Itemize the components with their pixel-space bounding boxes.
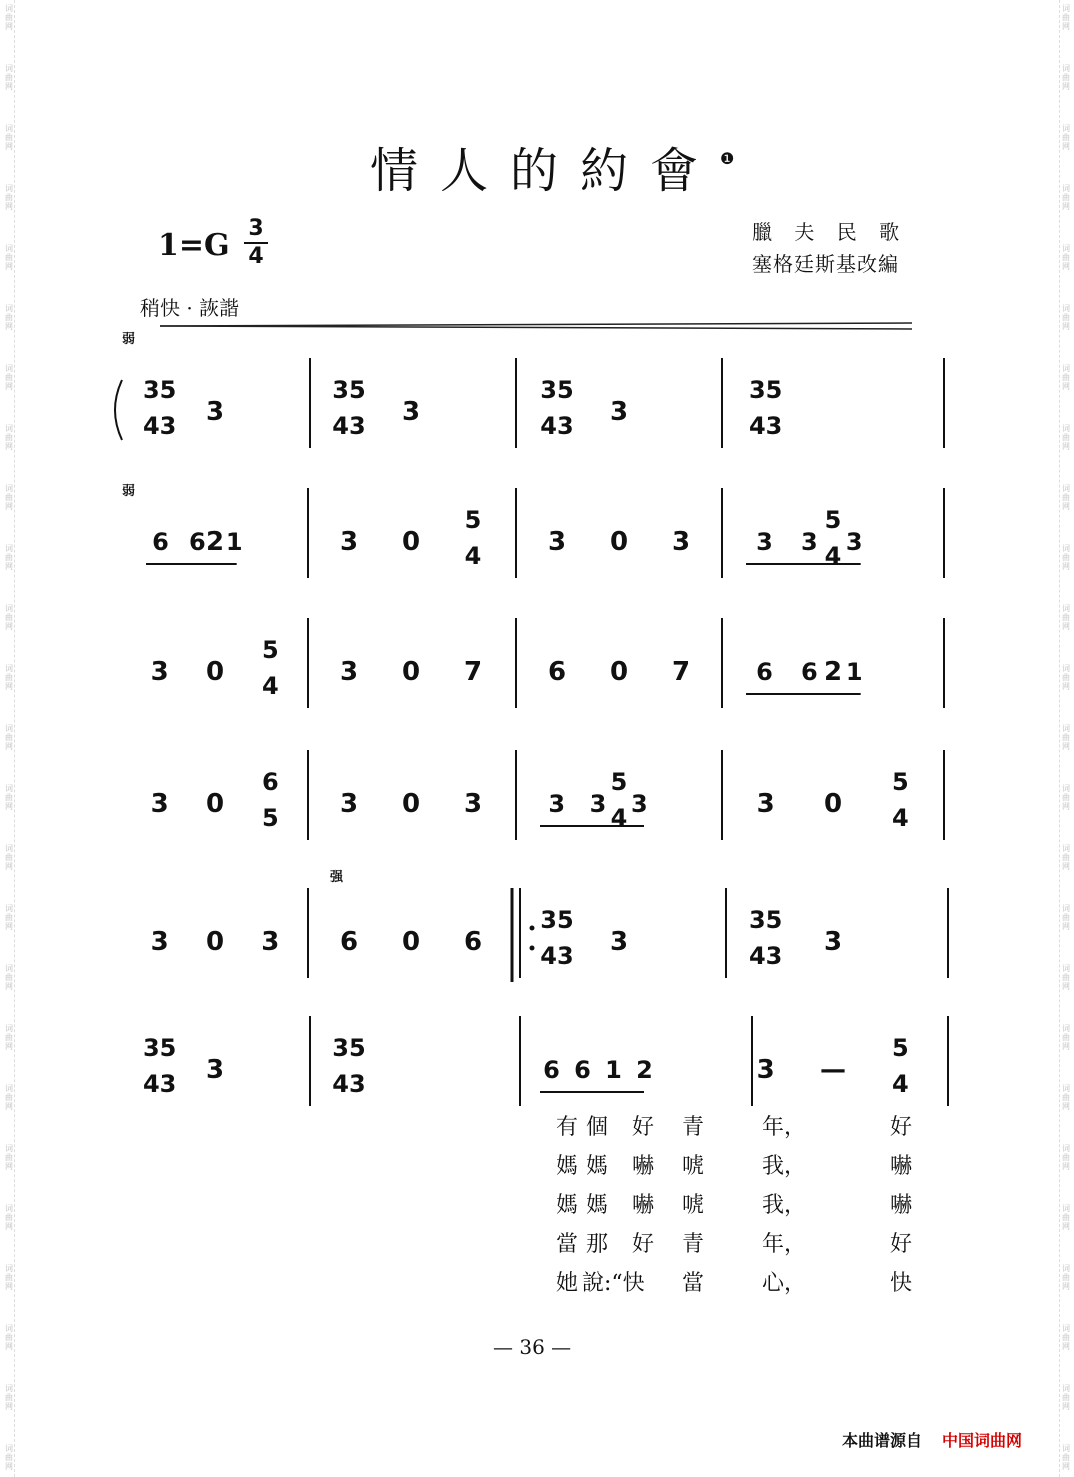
note: 3	[756, 1055, 775, 1085]
lyric-syllable: 有	[555, 1115, 578, 1140]
watermark-mark: 词 曲 网	[1062, 1084, 1070, 1111]
watermark-mark: 词 曲 网	[1062, 424, 1070, 451]
watermark-mark: 词 曲 网	[5, 964, 13, 991]
lyric-syllable: 青	[681, 1232, 704, 1257]
source-label: 本曲谱源自	[842, 1431, 923, 1450]
note: 0	[205, 789, 225, 819]
note: 6	[152, 528, 169, 556]
lyric-syllable: 當	[555, 1232, 578, 1257]
lyric-syllable: 我，	[762, 1154, 807, 1179]
lyric-syllable: 我，	[762, 1193, 807, 1218]
source-site: 中国词曲网	[942, 1431, 1023, 1450]
note: 6	[188, 528, 206, 556]
note-upper: 35	[332, 1034, 366, 1062]
lyric-syllable: 心，	[762, 1271, 807, 1296]
note: 3	[845, 528, 863, 556]
note: 1	[845, 658, 863, 686]
note: 0	[401, 657, 421, 687]
note-upper: 5	[891, 768, 909, 796]
lyric-syllable: 嚇	[889, 1193, 912, 1218]
watermark-mark: 词 曲 网	[1062, 1204, 1070, 1231]
watermark-mark: 词 曲 网	[1062, 244, 1070, 271]
watermark-mark: 词 曲 网	[5, 1024, 13, 1051]
note: 1	[605, 1056, 622, 1084]
note: 3	[205, 1055, 225, 1085]
note: 3	[463, 789, 483, 819]
note-upper: 6	[261, 768, 279, 796]
lyric-syllable: 當	[681, 1271, 704, 1296]
note-lower: 43	[748, 412, 783, 440]
dash: —	[820, 1055, 846, 1085]
watermark-mark: 词 曲 网	[5, 1144, 13, 1171]
note: 3	[401, 397, 421, 427]
watermark-mark: 词 曲 网	[5, 304, 13, 331]
note: 6	[339, 927, 359, 957]
watermark-mark: 词 曲 网	[5, 604, 13, 631]
watermark-mark: 词 曲 网	[1062, 604, 1070, 631]
note: 3	[823, 927, 843, 957]
note: 0	[823, 789, 843, 819]
watermark-mark: 词 曲 网	[5, 64, 13, 91]
note: 7	[671, 657, 691, 687]
dynamic-marking-1: 弱	[122, 332, 136, 347]
watermark-mark: 词 曲 网	[5, 1324, 13, 1351]
credit-origin: 臘 夫 民 歌	[752, 220, 908, 244]
note: 0	[609, 657, 629, 687]
note-upper: 35	[748, 906, 783, 934]
watermark-mark: 词 曲 网	[1062, 544, 1070, 571]
watermark-mark: 词 曲 网	[1062, 64, 1070, 91]
lyric-syllable: 那	[585, 1232, 608, 1257]
title-footnote-mark: ❶	[720, 149, 735, 168]
lyric-syllable: 嚇	[631, 1154, 654, 1179]
note: 3	[800, 528, 818, 556]
watermark-mark: 词 曲 网	[5, 724, 13, 751]
note-lower: 4	[261, 672, 279, 700]
watermark-mark: 词 曲 网	[1062, 1024, 1070, 1051]
note: 6	[574, 1056, 591, 1084]
note: 3	[756, 528, 773, 556]
dynamic-marking-3: 强	[330, 870, 344, 885]
lyric-syllable: 嚇	[631, 1193, 654, 1218]
lyric-syllable: 媽	[585, 1154, 608, 1179]
note: 6	[463, 927, 483, 957]
repeat-dot	[530, 946, 535, 951]
note-lower: 43	[332, 412, 366, 440]
watermark-mark: 词 曲 网	[1062, 1324, 1070, 1351]
lyric-syllable: 嚇	[889, 1154, 912, 1179]
note-lower: 5	[261, 804, 279, 832]
note: 3	[609, 927, 629, 957]
repeat-dot	[530, 926, 535, 931]
watermark-mark: 词 曲 网	[5, 4, 13, 31]
note: 6	[800, 658, 818, 686]
lyric-syllable: 她	[555, 1271, 578, 1296]
watermark-mark: 词 曲 网	[5, 364, 13, 391]
watermark-mark: 词 曲 网	[1062, 1444, 1070, 1471]
note: 3	[756, 789, 775, 819]
note: 6	[543, 1056, 560, 1084]
note-lower: 43	[142, 412, 177, 440]
note: 2	[636, 1056, 653, 1084]
key-signature: 1=G	[158, 228, 230, 263]
note: 0	[401, 527, 421, 557]
lyric-syllable: 快	[889, 1271, 912, 1296]
page-number: — 36 —	[493, 1335, 572, 1359]
note-upper: 35	[332, 376, 366, 404]
watermark-mark: 词 曲 网	[1062, 304, 1070, 331]
note: 3	[630, 790, 648, 818]
note-upper: 5	[464, 506, 482, 534]
note: 3	[261, 927, 280, 957]
note: 3	[205, 397, 225, 427]
note: 3	[339, 657, 359, 687]
watermark-mark: 词 曲 网	[5, 1084, 13, 1111]
watermark-mark: 词 曲 网	[1062, 844, 1070, 871]
note: 3	[339, 789, 359, 819]
note: 3	[609, 397, 629, 427]
note: 2	[205, 527, 225, 557]
source-credit	[842, 1428, 1022, 1451]
lyric-syllable: 唬	[681, 1193, 704, 1218]
watermark-mark: 词 曲 网	[5, 544, 13, 571]
note: 3	[150, 789, 169, 819]
note: 3	[150, 657, 169, 687]
watermark-mark: 词 曲 网	[5, 484, 13, 511]
watermark-mark: 词 曲 网	[5, 1384, 13, 1411]
lyric-syllable: 媽	[585, 1193, 608, 1218]
note-upper: 35	[142, 376, 177, 404]
note: 3	[547, 527, 567, 557]
watermark-mark: 词 曲 网	[5, 784, 13, 811]
note: 3	[150, 927, 169, 957]
watermark-mark: 词 曲 网	[5, 1204, 13, 1231]
note-upper: 35	[748, 376, 783, 404]
note-lower: 4	[464, 542, 482, 570]
lyric-syllable: 個	[585, 1115, 608, 1140]
watermark-mark: 词 曲 网	[5, 244, 13, 271]
watermark-mark: 词 曲 网	[5, 124, 13, 151]
watermark-mark: 词 曲 网	[1062, 904, 1070, 931]
note: 1	[225, 528, 243, 556]
time-signature: 3 4	[244, 216, 268, 270]
lyric-syllable: 好	[889, 1115, 912, 1140]
note-lower: 43	[540, 412, 574, 440]
note-upper: 5	[261, 636, 279, 664]
note: 0	[401, 927, 421, 957]
note: 3	[548, 790, 566, 818]
watermark-mark: 词 曲 网	[1062, 964, 1070, 991]
watermark-mark: 词 曲 网	[1062, 484, 1070, 511]
watermark-mark: 词 曲 网	[5, 424, 13, 451]
note: 0	[205, 927, 225, 957]
watermark-mark: 词 曲 网	[1062, 784, 1070, 811]
note: 3	[339, 527, 359, 557]
lyric-syllable: 媽	[555, 1193, 578, 1218]
brace	[115, 380, 122, 440]
watermark-mark: 词 曲 网	[5, 844, 13, 871]
watermark-mark: 词 曲 网	[5, 664, 13, 691]
note-lower: 43	[332, 1070, 366, 1098]
watermark-mark: 词 曲 网	[1062, 1144, 1070, 1171]
note-lower: 43	[540, 942, 574, 970]
watermark-mark: 词 曲 网	[5, 904, 13, 931]
lyric-syllable: 年，	[762, 1232, 807, 1257]
note: 6	[547, 657, 567, 687]
watermark-mark: 词 曲 网	[5, 1264, 13, 1291]
dynamic-marking-2: 弱	[122, 484, 136, 499]
watermark-mark: 词 曲 网	[1062, 124, 1070, 151]
lyric-syllable: 說:“快	[582, 1271, 645, 1296]
page-title: 情人的約會$^❶$	[370, 143, 735, 199]
note: 0	[401, 789, 421, 819]
note-upper: 35	[142, 1034, 177, 1062]
note-upper: 35	[540, 906, 574, 934]
watermark-mark: 词 曲 网	[1062, 4, 1070, 31]
lyric-syllable: 好	[631, 1115, 654, 1140]
note: 2	[823, 657, 843, 687]
lyric-syllable: 年，	[762, 1115, 807, 1140]
watermark-mark: 词 曲 网	[5, 1444, 13, 1471]
note-lower: 43	[142, 1070, 177, 1098]
note-upper: 35	[540, 376, 574, 404]
note-lower: 4	[891, 1070, 909, 1098]
note: 6	[756, 658, 773, 686]
note-lower: 4	[610, 804, 628, 832]
watermark-mark: 词 曲 网	[1062, 1264, 1070, 1291]
watermark-mark: 词 曲 网	[1062, 364, 1070, 391]
note: 0	[609, 527, 629, 557]
watermark-mark: 词 曲 网	[1062, 1384, 1070, 1411]
credit-arranger: 塞格廷斯基改編	[752, 252, 899, 276]
watermark-mark: 词 曲 网	[1062, 664, 1070, 691]
note-upper: 5	[824, 506, 842, 534]
watermark-mark: 词 曲 网	[1062, 724, 1070, 751]
note: 0	[205, 657, 225, 687]
tempo-marking: 稍快 · 詼諧	[140, 296, 240, 320]
lyric-syllable: 好	[631, 1232, 654, 1257]
watermark-mark: 词 曲 网	[1062, 184, 1070, 211]
note-lower: 4	[891, 804, 909, 832]
note-upper: 5	[610, 768, 628, 796]
lyric-syllable: 好	[889, 1232, 912, 1257]
note: 3	[671, 527, 691, 557]
note-lower: 4	[824, 542, 842, 570]
lyric-syllable: 青	[681, 1115, 704, 1140]
note-lower: 43	[748, 942, 783, 970]
note-upper: 5	[891, 1034, 909, 1062]
note: 7	[463, 657, 483, 687]
lyric-syllable: 媽	[555, 1154, 578, 1179]
lyric-syllable: 唬	[681, 1154, 704, 1179]
note: 3	[589, 790, 607, 818]
watermark-mark: 词 曲 网	[5, 184, 13, 211]
